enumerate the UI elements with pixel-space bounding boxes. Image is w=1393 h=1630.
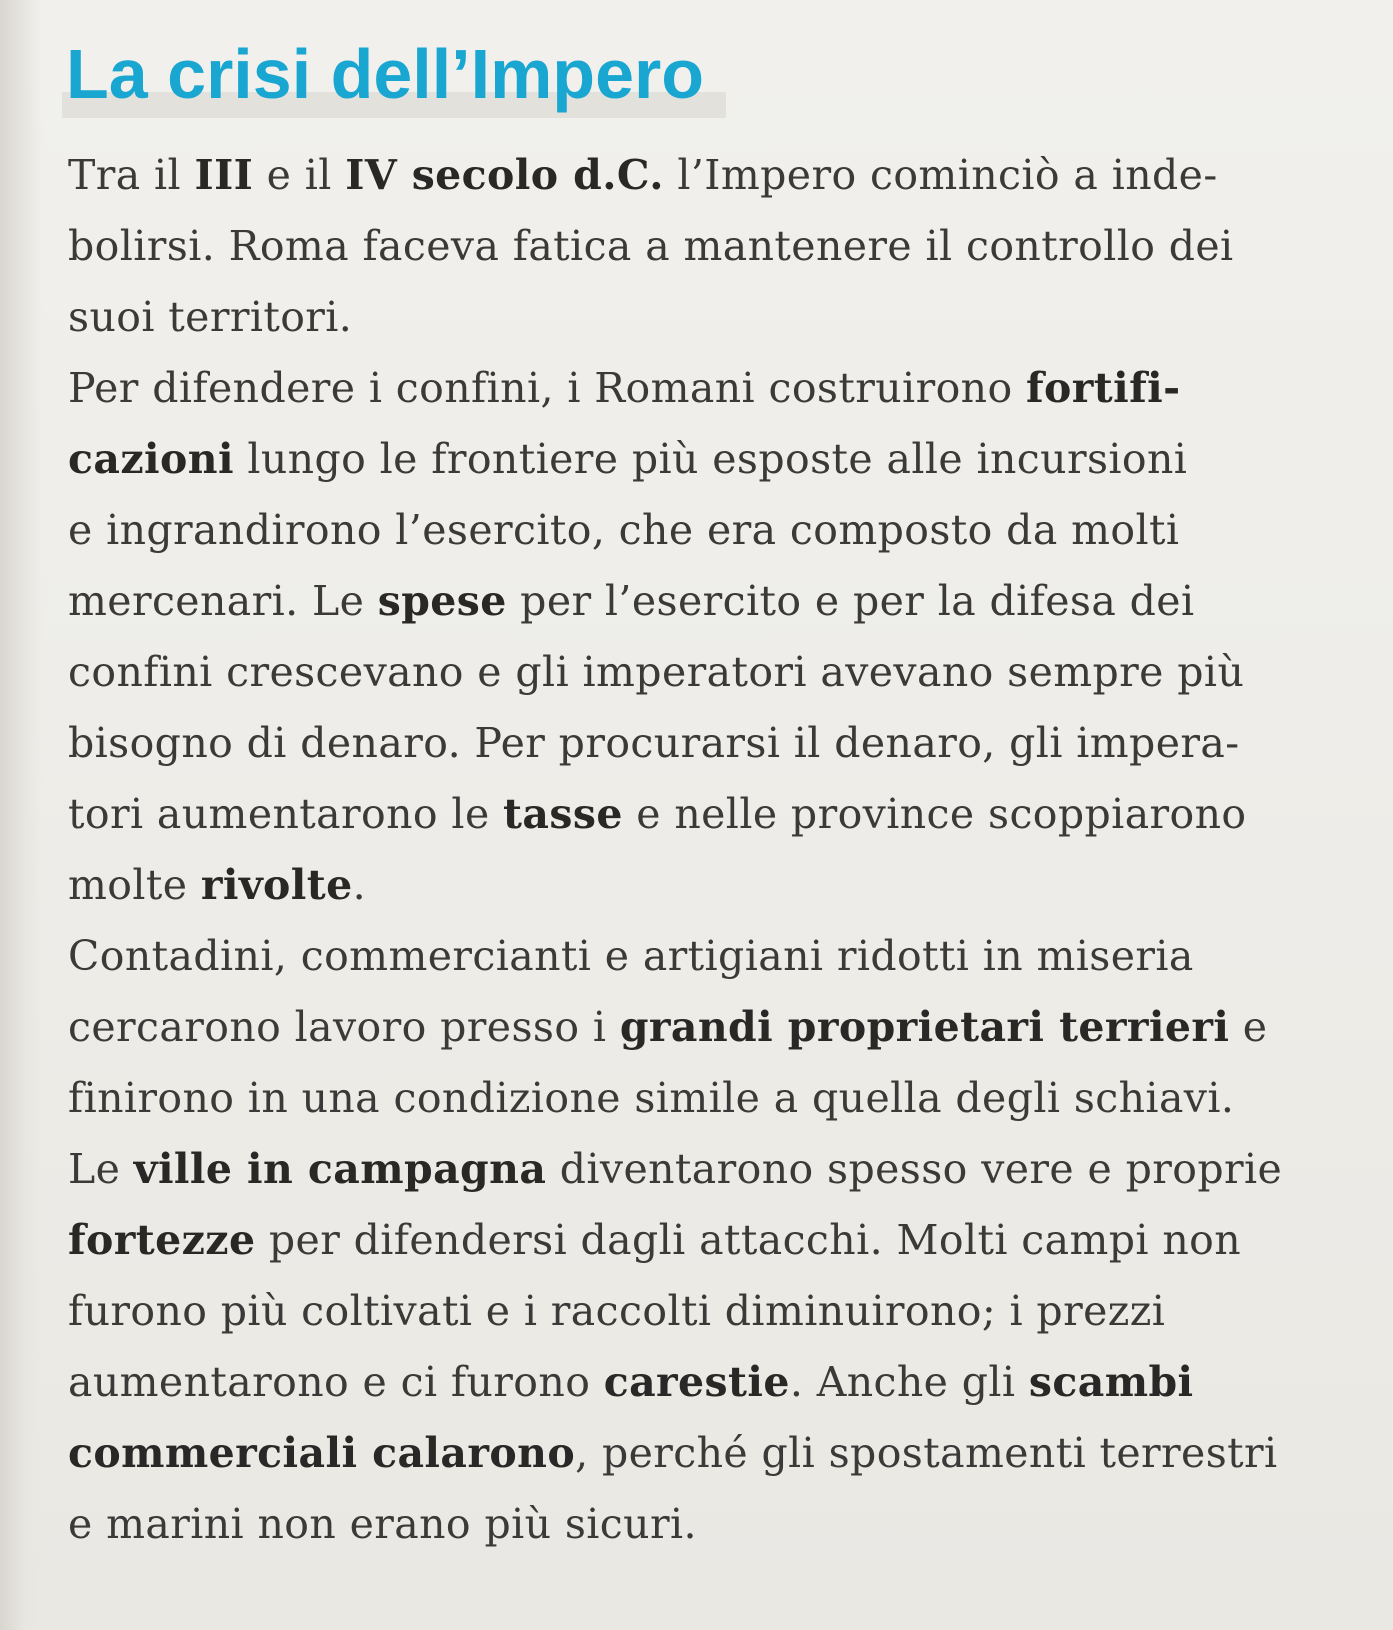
bold-term: ville in campagna [133,1145,547,1193]
text-run: e [1229,1003,1268,1051]
text-run: bisogno di denaro. Per procurarsi il denaro, gli impera- [68,719,1240,767]
text-line [68,1418,1338,1489]
bold-term: rivolte [200,861,353,909]
bold-term: fortezze [68,1216,256,1264]
text-run: . Anche gli [789,1358,1029,1406]
text-run: . [352,861,367,909]
text-run: e marini non erano più sicuri. [68,1500,697,1548]
text-run: , perché gli spostamenti terrestri [575,1429,1278,1477]
text-line [68,921,1338,992]
text-run: per l’esercito e per la difesa dei [506,577,1195,625]
paragraph [68,140,1338,353]
text-run: furono più coltivati e i raccolti diminuirono; i prezzi [68,1287,1166,1335]
bold-term: IV secolo d.C. [345,151,664,199]
body-text [68,140,1338,1560]
text-run: tori aumentarono le [68,790,504,838]
text-run: l’Impero cominciò a inde- [663,151,1218,199]
text-run: e ingrandirono l’esercito, che era composto da molti [68,506,1180,554]
bold-term: III [194,151,254,199]
text-line [68,992,1338,1063]
text-run: e nelle province scoppiarono [622,790,1247,838]
text-run: Le [68,1145,134,1193]
text-line [68,1347,1338,1418]
text-line [68,424,1338,495]
text-line [68,779,1338,850]
paragraph [68,921,1338,1560]
text-line [68,282,1338,353]
text-run: per difendersi dagli attacchi. Molti campi non [255,1216,1242,1264]
text-line [68,1276,1338,1347]
title-block [62,22,714,126]
bold-term: scambi [1028,1358,1194,1406]
text-line [68,708,1338,779]
text-run: aumentarono e ci furono [68,1358,604,1406]
text-run: cercarono lavoro presso i [68,1003,620,1051]
text-line [68,140,1338,211]
text-run: suoi territori. [68,293,353,341]
text-run: confini crescevano e gli imperatori avevano sempre più [68,648,1245,696]
text-run: Tra il [68,151,195,199]
bold-term: fortifi- [1025,364,1181,412]
bold-term: carestie [603,1358,790,1406]
text-run: diventarono spesso vere e proprie [546,1145,1283,1193]
text-run: bolirsi. Roma faceva fatica a mantenere il controllo dei [68,222,1234,270]
bold-term: tasse [503,790,623,838]
text-line [68,1134,1338,1205]
bold-term: spese [377,577,507,625]
text-line [68,495,1338,566]
text-run: Per difendere i confini, i Romani costruirono [68,364,1026,412]
page-title: La crisi dell’Impero [66,35,704,113]
page-binding-shadow [0,0,42,1630]
text-line [68,637,1338,708]
paragraph [68,353,1338,921]
text-line [68,1063,1338,1134]
bold-term: grandi proprietari terrieri [619,1003,1230,1051]
text-line [68,353,1338,424]
text-line [68,566,1338,637]
text-line [68,1205,1338,1276]
text-run: molte [68,861,201,909]
text-run: Contadini, commercianti e artigiani ridotti in miseria [68,932,1194,980]
bold-term: cazioni [68,435,234,483]
text-run: mercenari. Le [68,577,378,625]
text-run: finirono in una condizione simile a quella degli schiavi. [68,1074,1235,1122]
text-line [68,1489,1338,1560]
text-line [68,850,1338,921]
text-line [68,211,1338,282]
text-run: lungo le frontiere più esposte alle incursioni [233,435,1188,483]
text-run: e il [253,151,346,199]
bold-term: commerciali calarono [68,1429,576,1477]
